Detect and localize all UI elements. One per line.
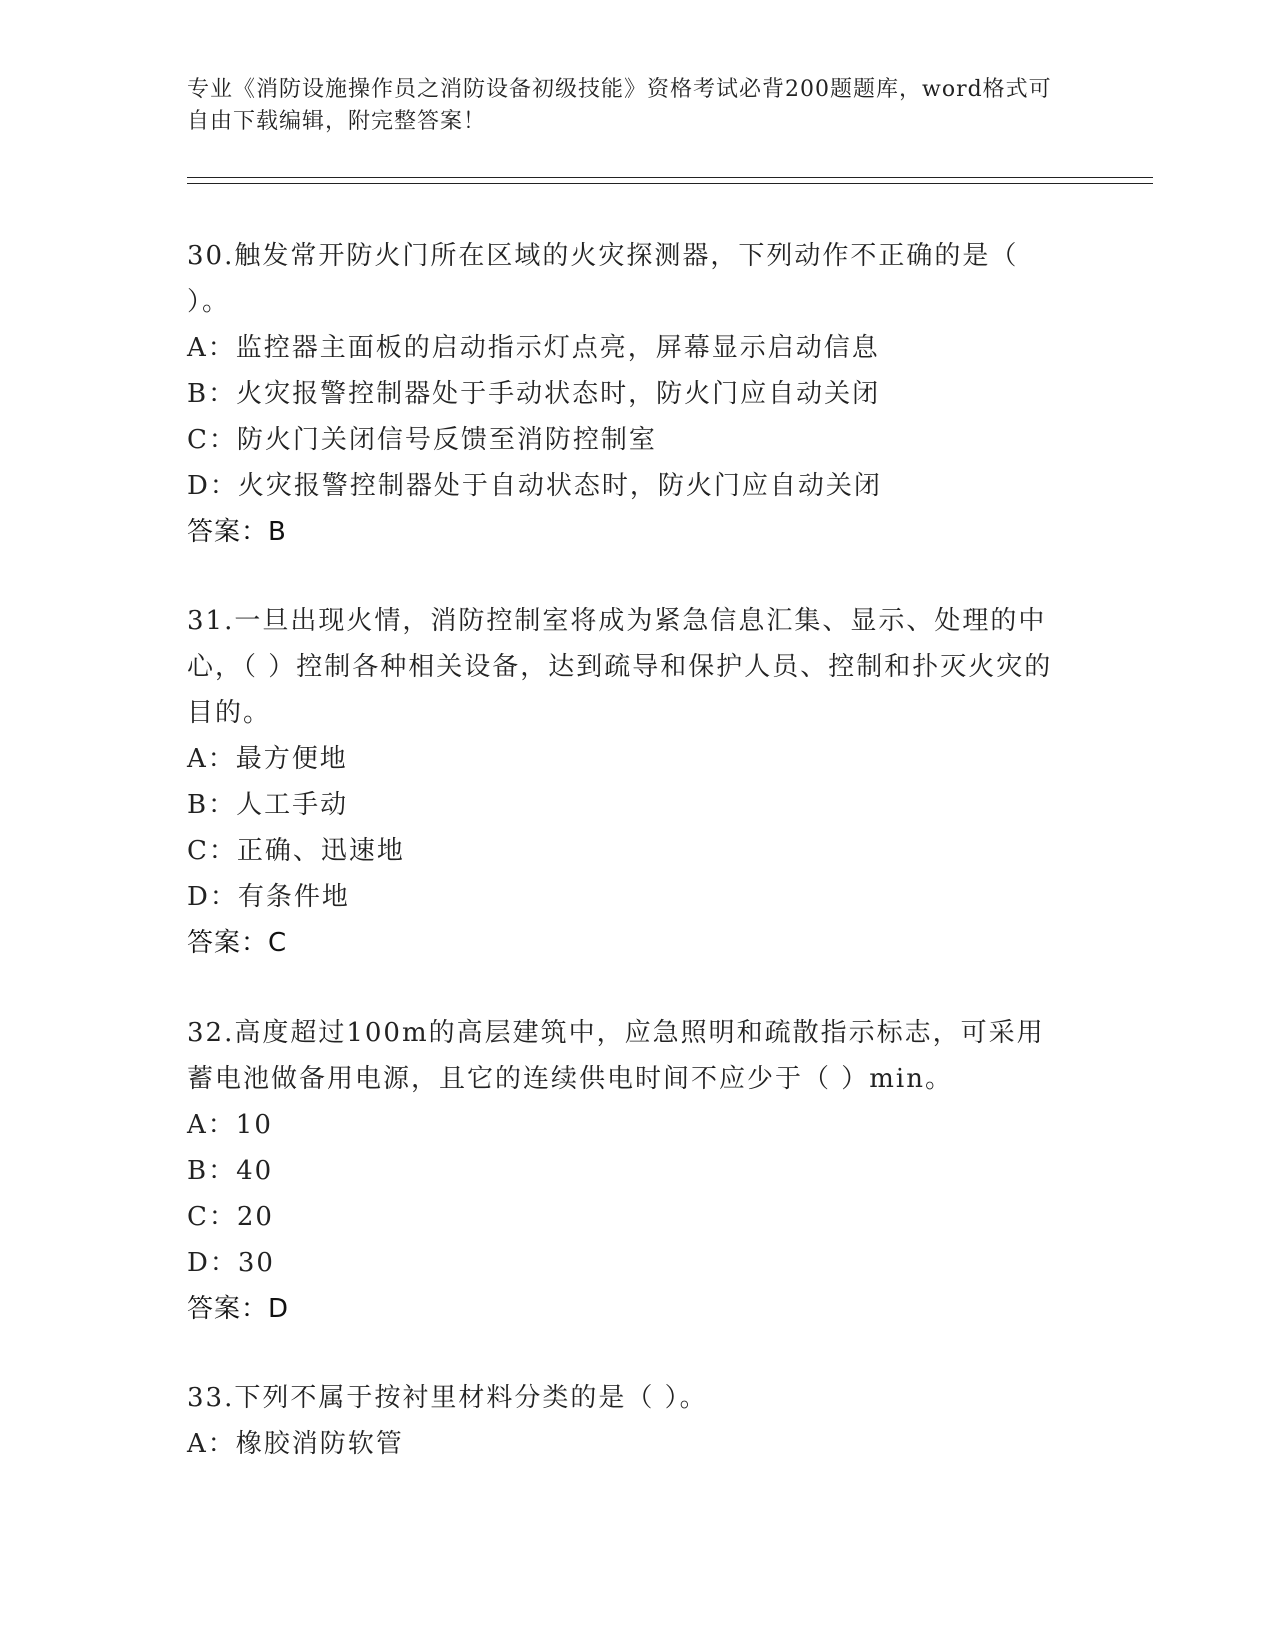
- answer-label: 答案：B: [187, 517, 287, 547]
- option-b: B：40: [187, 1156, 274, 1186]
- question-30: [187, 233, 1067, 555]
- option-c: C：20: [187, 1202, 274, 1232]
- option-c: C：正确、迅速地: [187, 836, 405, 866]
- option-d: D：30: [187, 1248, 275, 1278]
- option-b: B：人工手动: [187, 790, 349, 820]
- option-c: C：防火门关闭信号反馈至消防控制室: [187, 425, 657, 455]
- option-b: B：火灾报警控制器处于手动状态时，防火门应自动关闭: [187, 379, 881, 409]
- option-a: A：监控器主面板的启动指示灯点亮，屏幕显示启动信息: [187, 333, 880, 363]
- option-d: D：有条件地: [187, 882, 350, 912]
- option-a: A：橡胶消防软管: [187, 1429, 404, 1459]
- answer-label: 答案：C: [187, 928, 288, 958]
- header-divider-top: [187, 177, 1153, 178]
- answer-label: 答案：D: [187, 1294, 290, 1324]
- question-stem: 33.下列不属于按衬里材料分类的是（ ）。: [187, 1383, 708, 1413]
- question-32: [187, 1010, 1067, 1332]
- header-divider-bottom: [187, 183, 1153, 184]
- document-header: 专业《消防设施操作员之消防设备初级技能》资格考试必背200题题库，word格式可自由下载编辑，附完整答案！: [187, 77, 1052, 134]
- question-stem: 31.一旦出现火情，消防控制室将成为紧急信息汇集、显示、处理的中心，（ ）控制各种相关设备，达到疏导和保护人员、控制和扑灭火灾的目的。: [187, 606, 1053, 728]
- question-33: [187, 1375, 1067, 1467]
- option-a: A：最方便地: [187, 744, 348, 774]
- question-stem: 30.触发常开防火门所在区域的火灾探测器，下列动作不正确的是（ ）。: [187, 241, 1019, 317]
- option-a: A：10: [187, 1110, 273, 1140]
- question-stem: 32.高度超过100m的高层建筑中，应急照明和疏散指示标志，可采用蓄电池做备用电源，且它的连续供电时间不应少于（ ）min。: [187, 1018, 1045, 1094]
- option-d: D：火灾报警控制器处于自动状态时，防火门应自动关闭: [187, 471, 882, 501]
- question-31: [187, 598, 1067, 966]
